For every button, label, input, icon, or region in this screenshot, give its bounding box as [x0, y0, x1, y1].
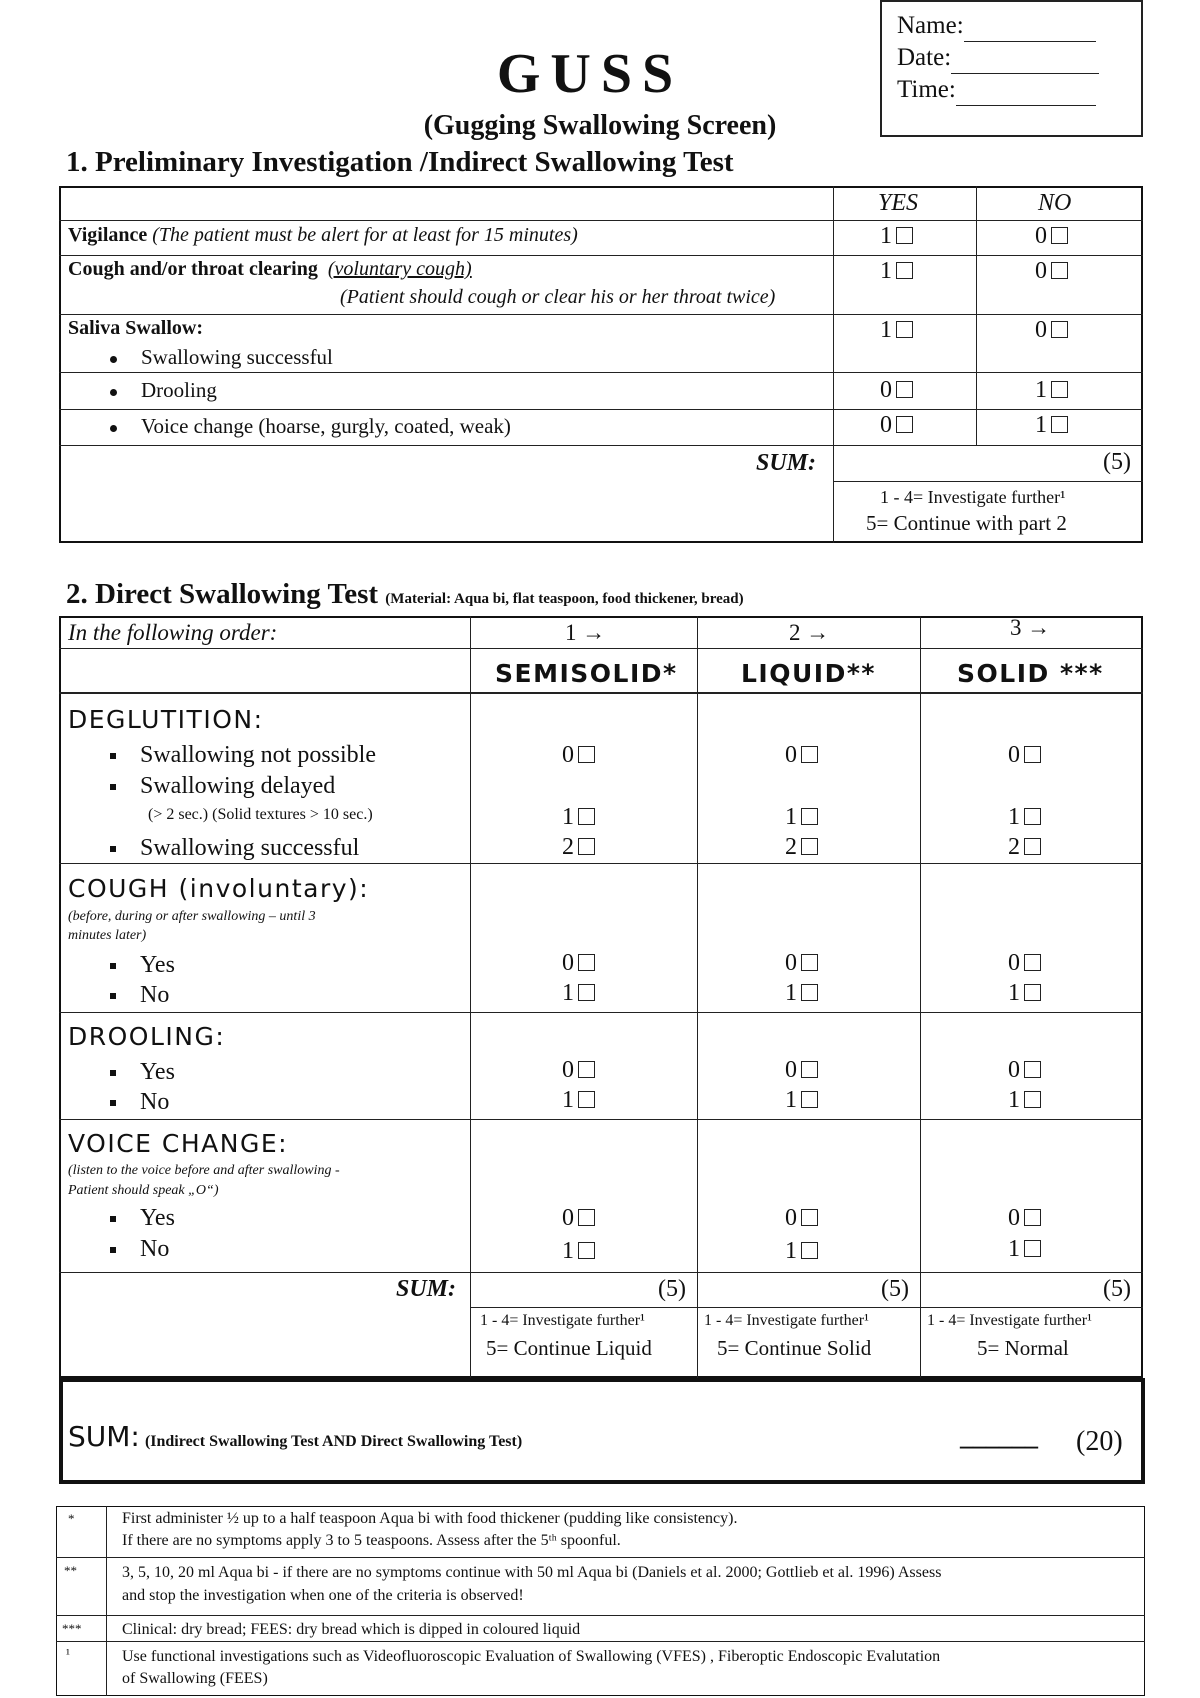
score-checkbox[interactable]: 1	[880, 317, 913, 344]
result-solid-2: 5= Normal	[977, 1336, 1069, 1360]
score-checkbox[interactable]: 0	[1008, 742, 1041, 769]
sum-max-liquid: (5)	[881, 1276, 909, 1302]
date-field[interactable]	[951, 51, 1099, 74]
sum-max-semisolid: (5)	[658, 1276, 686, 1302]
col-yes-label: YES	[878, 190, 919, 216]
score-checkbox[interactable]: 2	[785, 834, 818, 861]
cough-row	[68, 258, 472, 281]
score-checkbox[interactable]: 1	[785, 1238, 818, 1265]
score-checkbox[interactable]: 0	[562, 1057, 595, 1084]
col-liquid: LIQUID**	[741, 659, 876, 688]
name-field[interactable]	[964, 19, 1096, 42]
part1-result-1: 1 - 4= Investigate further¹	[880, 487, 1066, 507]
score-checkbox[interactable]: 0	[1008, 1205, 1041, 1232]
score-checkbox[interactable]: 1	[1035, 377, 1068, 404]
total-sum-note: (Indirect Swallowing Test AND Direct Swallowing Test)	[144, 1433, 523, 1450]
score-checkbox[interactable]: 0	[1035, 317, 1068, 344]
footnote-mark: ***	[62, 1621, 82, 1636]
col-solid: SOLID ***	[957, 659, 1104, 688]
score-checkbox[interactable]: 0	[785, 742, 818, 769]
score-checkbox[interactable]: 2	[1008, 834, 1041, 861]
footnote-mark: **	[64, 1563, 77, 1578]
result-semisolid-1: 1 - 4= Investigate further¹	[480, 1312, 645, 1329]
score-checkbox[interactable]: 1	[785, 1087, 818, 1114]
patient-info-box	[880, 0, 1143, 137]
footnote-text: 3, 5, 10, 20 ml Aqua bi - if there are no symptoms continue with 50 ml Aqua bi (Daniels et al. 2000; Gottlieb et al. 1996) Assess	[122, 1564, 942, 1581]
footnote-text: Use functional investigations such as Videofluoroscopic Evaluation of Swallowing (VFES) , Fiberoptic Endoscopic Evalutation	[122, 1648, 941, 1665]
delayed-note: (> 2 sec.) (Solid textures > 10 sec.)	[148, 806, 373, 823]
saliva-item: Drooling	[110, 378, 217, 403]
saliva-item: Voice change (hoarse, gurgly, coated, weak)	[110, 414, 511, 439]
order-1: 1 →	[565, 620, 606, 645]
drooling-label: DROOLING:	[68, 1022, 226, 1051]
voice-note-1: (listen to the voice before and after swallowing -	[68, 1163, 340, 1178]
col-semisolid: SEMISOLID*	[495, 659, 678, 688]
list-item: Swallowing successful	[110, 835, 359, 862]
list-item: No	[110, 982, 169, 1009]
score-checkbox[interactable]: 0	[785, 1057, 818, 1084]
score-checkbox[interactable]: 0	[562, 950, 595, 977]
result-liquid-2: 5= Continue Solid	[717, 1336, 872, 1360]
result-liquid-1: 1 - 4= Investigate further¹	[704, 1312, 869, 1329]
score-checkbox[interactable]: 1	[1008, 1236, 1041, 1263]
cough-note-2: minutes later)	[68, 928, 147, 943]
score-checkbox[interactable]: 1	[562, 980, 595, 1007]
name-label: Name:	[897, 12, 964, 39]
time-field[interactable]	[956, 83, 1096, 106]
score-checkbox[interactable]: 0	[880, 412, 913, 439]
part1-sum-label: SUM:	[756, 450, 817, 476]
total-sum-max: (20)	[1076, 1426, 1123, 1457]
deglutition-label: DEGLUTITION:	[68, 705, 264, 734]
score-checkbox[interactable]: 1	[880, 258, 913, 285]
vigilance-note: (The patient must be alert for at least for 15 minutes)	[152, 224, 578, 246]
score-checkbox[interactable]: 1	[1008, 1087, 1041, 1114]
sum-max-solid: (5)	[1103, 1276, 1131, 1302]
result-solid-1: 1 - 4= Investigate further¹	[927, 1312, 1092, 1329]
form-title: GUSS	[496, 43, 684, 105]
part2-sum-label: SUM:	[396, 1276, 457, 1302]
order-2: 2 →	[789, 620, 830, 645]
score-checkbox[interactable]: 1	[562, 804, 595, 831]
score-checkbox[interactable]: 0	[880, 377, 913, 404]
form-subtitle: (Gugging Swallowing Screen)	[423, 110, 777, 141]
total-sum-row	[68, 1420, 522, 1453]
voice-change-label: VOICE CHANGE:	[68, 1129, 289, 1158]
total-sum-label: SUM:	[68, 1420, 140, 1453]
time-label: Time:	[897, 76, 956, 103]
score-checkbox[interactable]: 1	[562, 1087, 595, 1114]
score-checkbox[interactable]: 0	[562, 742, 595, 769]
score-checkbox[interactable]: 1	[880, 223, 913, 250]
footnote-mark: ¹	[66, 1646, 70, 1661]
cough-involuntary-label: COUGH (involuntary):	[68, 874, 370, 903]
vigilance-label: Vigilance	[68, 224, 148, 246]
footnote-text: of Swallowing (FEES)	[122, 1670, 268, 1687]
footnote-text: If there are no symptoms apply 3 to 5 teaspoons. Assess after the 5ᵗʰ spoonful.	[122, 1532, 621, 1549]
date-label: Date:	[897, 44, 952, 71]
saliva-item: Swallowing successful	[110, 345, 333, 370]
score-checkbox[interactable]: 1	[1035, 412, 1068, 439]
score-checkbox[interactable]: 0	[785, 950, 818, 977]
list-item: No	[110, 1089, 169, 1116]
score-checkbox[interactable]: 0	[785, 1205, 818, 1232]
part1-heading: 1. Preliminary Investigation /Indirect Swallowing Test	[66, 146, 734, 178]
cough-note-1: (before, during or after swallowing – until 3	[68, 909, 316, 924]
voice-note-2: Patient should speak „O“)	[68, 1183, 219, 1198]
material-note: (Material: Aqua bi, flat teaspoon, food thickener, bread)	[385, 591, 744, 607]
list-item: No	[110, 1236, 169, 1263]
cough-note: (voluntary cough)	[327, 258, 472, 280]
footnote-mark: *	[68, 1511, 75, 1526]
total-sum-field[interactable]: ______	[960, 1422, 1038, 1451]
score-checkbox[interactable]: 1	[562, 1238, 595, 1265]
vigilance-row	[68, 224, 578, 247]
part1-sum-max: (5)	[1103, 449, 1131, 475]
score-checkbox[interactable]: 1	[785, 804, 818, 831]
list-item: Yes	[110, 952, 175, 979]
score-checkbox[interactable]: 1	[1008, 980, 1041, 1007]
saliva-label: Saliva Swallow:	[68, 317, 204, 339]
list-item: Swallowing not possible	[110, 742, 376, 769]
result-semisolid-2: 5= Continue Liquid	[486, 1336, 652, 1360]
score-checkbox[interactable]: 0	[1035, 223, 1068, 250]
col-no-label: NO	[1038, 190, 1072, 216]
score-checkbox[interactable]: 1	[1008, 804, 1041, 831]
cough-label: Cough and/or throat clearing	[68, 258, 318, 280]
order-label: In the following order:	[68, 620, 278, 645]
footnote-text: Clinical: dry bread; FEES: dry bread which is dipped in coloured liquid	[122, 1621, 581, 1638]
footnote-text: First administer ½ up to a half teaspoon Aqua bi with food thickener (pudding like consistency).	[122, 1510, 738, 1527]
score-checkbox[interactable]: 1	[785, 980, 818, 1007]
list-item: Swallowing delayed	[110, 773, 335, 800]
footnote-text: and stop the investigation when one of the criteria is observed!	[122, 1587, 524, 1604]
score-checkbox[interactable]: 0	[562, 1205, 595, 1232]
score-checkbox[interactable]: 0	[1035, 258, 1068, 285]
score-checkbox[interactable]: 2	[562, 834, 595, 861]
part2-heading: 2. Direct Swallowing Test (Material: Aqua bi, flat teaspoon, food thickener, bread)	[66, 578, 744, 610]
cough-note2: (Patient should cough or clear his or her throat twice)	[340, 286, 776, 308]
list-item: Yes	[110, 1205, 175, 1232]
score-checkbox[interactable]: 0	[1008, 1057, 1041, 1084]
order-3: 3 →	[1010, 615, 1051, 640]
part1-result-2: 5= Continue with part 2	[866, 511, 1067, 535]
score-checkbox[interactable]: 0	[1008, 950, 1041, 977]
list-item: Yes	[110, 1059, 175, 1086]
